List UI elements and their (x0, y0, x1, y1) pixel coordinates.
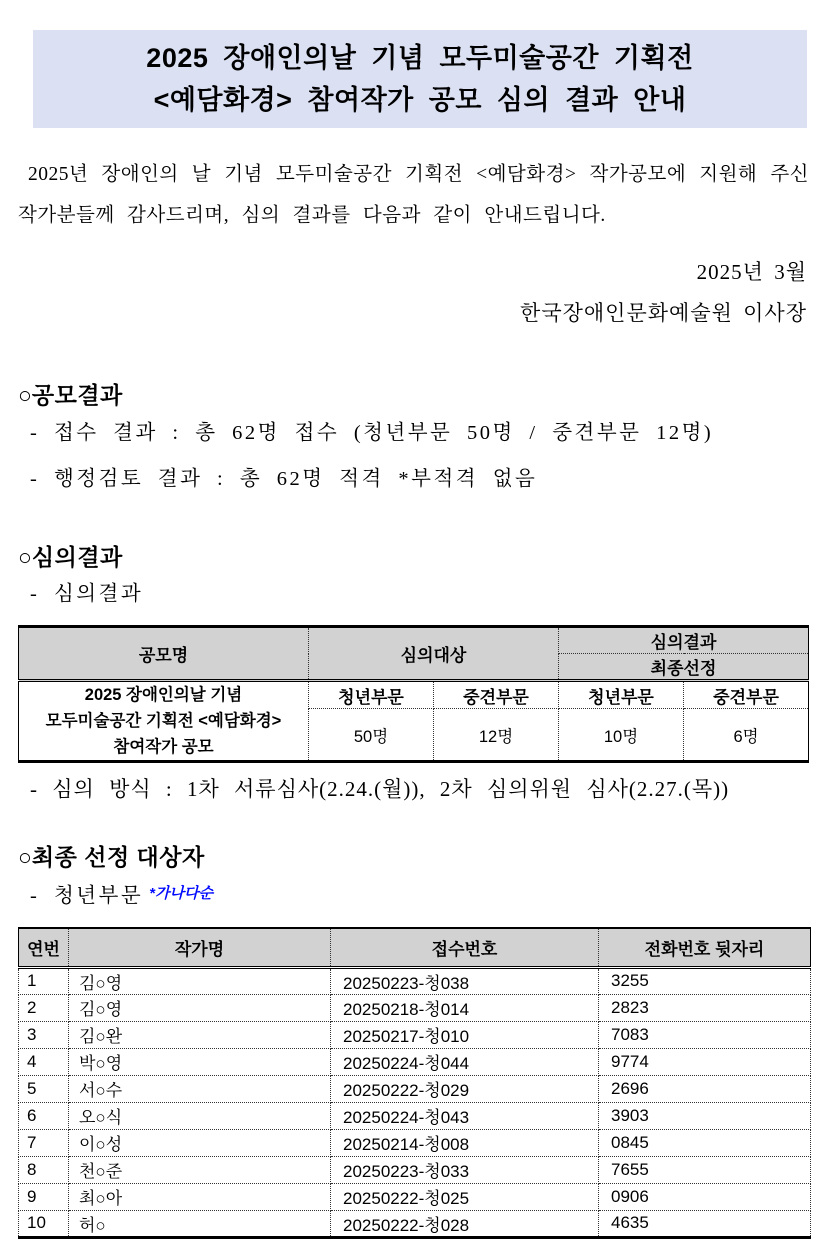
document-date: 2025년 3월 (696, 260, 807, 284)
table-row (19, 1183, 811, 1210)
circle-bullet-icon: ○ (18, 544, 32, 570)
index-cell: 6 (19, 1102, 69, 1129)
document-title-line-2: <예담화경> 참여작가 공모 심의 결과 안내 (153, 85, 687, 115)
section-label: 최종 선정 대상자 (31, 844, 205, 870)
table-row (19, 1156, 811, 1183)
document-signer: 한국장애인문화예술원 이사장 (520, 301, 807, 325)
artist-cell: 허○ (69, 1210, 331, 1237)
section-heading-review-results (18, 542, 823, 572)
table-row (19, 1102, 811, 1129)
division-cell: 중견부문 (684, 681, 809, 709)
document-title-line-1: 2025 장애인의날 기념 모두미술공간 기획전 (146, 43, 694, 73)
header-cell-index: 연번 (19, 928, 69, 967)
artist-cell: 박○영 (69, 1048, 331, 1075)
final-selection-table (18, 927, 811, 1239)
table-row (19, 1048, 811, 1075)
registration-cell: 20250223-청033 (331, 1156, 599, 1183)
header-cell-registration: 접수번호 (331, 928, 599, 967)
table-row (19, 967, 811, 994)
phone-cell: 2823 (599, 994, 811, 1021)
phone-cell: 2696 (599, 1075, 811, 1102)
registration-cell: 20250222-청025 (331, 1183, 599, 1210)
document-title-box (33, 30, 807, 128)
registration-cell: 20250222-청029 (331, 1075, 599, 1102)
division-cell: 청년부문 (309, 681, 434, 709)
index-cell: 3 (19, 1021, 69, 1048)
table-header-row (19, 627, 809, 654)
index-cell: 1 (19, 967, 69, 994)
section-heading-final-selection (18, 842, 823, 872)
table-header-row (19, 928, 811, 967)
header-cell-result: 심의결과 (559, 627, 809, 654)
index-cell: 8 (19, 1156, 69, 1183)
phone-cell: 3255 (599, 967, 811, 994)
date-signature-block (0, 252, 807, 334)
registration-cell: 20250218-청014 (331, 994, 599, 1021)
application-result-item: - 행정검토 결과 : 총 62명 적격 *부적격 없음 (30, 468, 538, 490)
application-result-item: - 접수 결과 : 총 62명 접수 (청년부문 50명 / 중견부문 12명) (30, 422, 714, 444)
index-cell: 4 (19, 1048, 69, 1075)
circle-bullet-icon: ○ (18, 382, 32, 408)
section-label: 심의결과 (31, 544, 123, 570)
artist-cell: 오○식 (69, 1102, 331, 1129)
registration-cell: 20250224-청043 (331, 1102, 599, 1129)
sort-order-note: *가나다순 (149, 885, 213, 902)
header-cell-competition: 공모명 (19, 627, 309, 681)
header-cell-artist: 작가명 (69, 928, 331, 967)
registration-cell: 20250217-청010 (331, 1021, 599, 1048)
table-row (19, 994, 811, 1021)
header-cell-final: 최종선정 (559, 654, 809, 681)
phone-cell: 7083 (599, 1021, 811, 1048)
phone-cell: 0906 (599, 1183, 811, 1210)
competition-name-line: 모두미술공간 기획전 <예담화경> (45, 712, 282, 730)
count-cell: 10명 (559, 709, 684, 762)
review-result-subitem: - 심의결과 (30, 583, 144, 605)
phone-cell: 4635 (599, 1210, 811, 1237)
artist-cell: 김○완 (69, 1021, 331, 1048)
artist-cell: 이○성 (69, 1129, 331, 1156)
intro-paragraph: 2025년 장애인의 날 기념 모두미술공간 기획전 <예담화경> 작가공모에 지원해 주신 작가분들께 감사드리며, 심의 결과를 다음과 같이 안내드립니다. (18, 164, 809, 226)
artist-cell: 서○수 (69, 1075, 331, 1102)
artist-cell: 김○영 (69, 994, 331, 1021)
phone-cell: 9774 (599, 1048, 811, 1075)
index-cell: 10 (19, 1210, 69, 1237)
section-label: 공모결과 (31, 382, 123, 408)
review-results-table (18, 625, 809, 763)
division-cell: 청년부문 (559, 681, 684, 709)
table-row (19, 681, 809, 709)
announcement-document (0, 30, 823, 1235)
count-cell: 6명 (684, 709, 809, 762)
phone-cell: 0845 (599, 1129, 811, 1156)
section-heading-application-results (18, 380, 823, 410)
registration-cell: 20250222-청028 (331, 1210, 599, 1237)
registration-cell: 20250224-청044 (331, 1048, 599, 1075)
index-cell: 2 (19, 994, 69, 1021)
phone-cell: 7655 (599, 1156, 811, 1183)
competition-name-line: 2025 장애인의날 기념 (84, 686, 243, 704)
phone-cell: 3903 (599, 1102, 811, 1129)
count-cell: 50명 (309, 709, 434, 762)
circle-bullet-icon: ○ (18, 844, 32, 870)
competition-name-line: 참여작가 공모 (113, 738, 214, 756)
header-cell-subject: 심의대상 (309, 627, 559, 681)
competition-name-cell (19, 681, 309, 762)
artist-cell: 천○준 (69, 1156, 331, 1183)
table-row (19, 1210, 811, 1237)
division-cell: 중견부문 (434, 681, 559, 709)
registration-cell: 20250214-청008 (331, 1129, 599, 1156)
header-cell-phone: 전화번호 뒷자리 (599, 928, 811, 967)
table-row (19, 1129, 811, 1156)
registration-cell: 20250223-청038 (331, 967, 599, 994)
index-cell: 7 (19, 1129, 69, 1156)
final-selection-subitem (30, 872, 823, 918)
artist-cell: 김○영 (69, 967, 331, 994)
count-cell: 12명 (434, 709, 559, 762)
division-label: - 청년부문 (30, 885, 144, 907)
table-row (19, 1075, 811, 1102)
artist-cell: 최○아 (69, 1183, 331, 1210)
review-method-line: - 심의 방식 : 1차 서류심사(2.24.(월)), 2차 심의위원 심사(2.27.(목)) (30, 777, 730, 801)
index-cell: 5 (19, 1075, 69, 1102)
index-cell: 9 (19, 1183, 69, 1210)
table-row (19, 1021, 811, 1048)
